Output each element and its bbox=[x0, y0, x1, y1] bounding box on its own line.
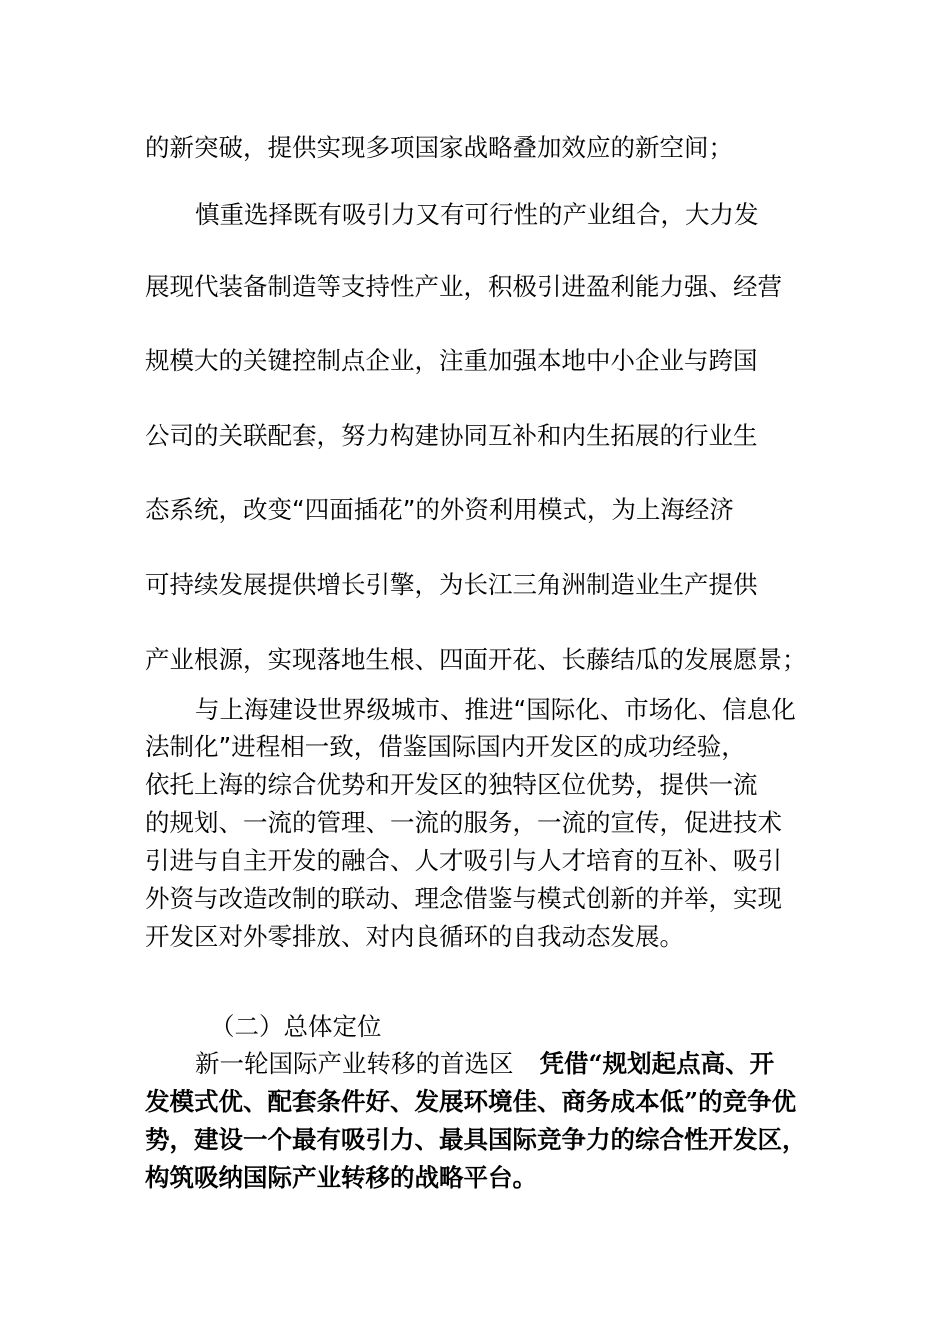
paragraph-line: 与上海建设世界级城市、推进“国际化、市场化、信息化 bbox=[195, 695, 796, 724]
paragraph-line: 规模大的关键控制点企业，注重加强本地中小企业与跨国 bbox=[145, 346, 758, 375]
section-lead-line bbox=[195, 1049, 774, 1079]
paragraph-line: 依托上海的综合优势和开发区的独特区位优势，提供一流 bbox=[145, 770, 758, 799]
paragraph-line: 势，建设一个最有吸引力、最具国际竞争力的综合性开发区， bbox=[145, 1125, 807, 1154]
paragraph-line: 可持续发展提供增长引擎，为长江三角洲制造业生产提供 bbox=[145, 570, 758, 599]
paragraph-line: 公司的关联配套，努力构建协同互补和内生拓展的行业生 bbox=[145, 421, 758, 450]
paragraph-line: 发模式优、配套条件好、发展环境佳、商务成本低”的竞争优 bbox=[145, 1087, 797, 1116]
paragraph-line: 开发区对外零排放、对内良循环的自我动态发展。 bbox=[145, 922, 684, 951]
paragraph-line: 构筑吸纳国际产业转移的战略平台。 bbox=[145, 1163, 537, 1192]
paragraph-line: 慎重选择既有吸引力又有可行性的产业组合，大力发 bbox=[195, 200, 759, 229]
paragraph-line: 展现代装备制造等支持性产业，积极引进盈利能力强、经营 bbox=[145, 272, 782, 301]
paragraph-line: 态系统，改变“四面插花”的外资利用模式，为上海经济 bbox=[145, 495, 734, 524]
paragraph-line: 的新突破，提供实现多项国家战略叠加效应的新空间； bbox=[145, 133, 733, 162]
paragraph-line: 引进与自主开发的融合、人才吸引与人才培育的互补、吸引 bbox=[145, 846, 782, 875]
paragraph-line: 外资与改造改制的联动、理念借鉴与模式创新的并举，实现 bbox=[145, 884, 782, 913]
paragraph-line: 产业根源，实现落地生根、四面开花、长藤结瓜的发展愿景； bbox=[145, 645, 807, 674]
lead-text: 凭借“规划起点高、开 bbox=[539, 1049, 775, 1078]
lead-title: 新一轮国际产业转移的首选区 bbox=[195, 1049, 514, 1078]
section-heading: （二）总体定位 bbox=[210, 1012, 382, 1041]
paragraph-line: 的规划、一流的管理、一流的服务，一流的宣传，促进技术 bbox=[145, 808, 782, 837]
paragraph-line: 法制化”进程相一致，借鉴国际国内开发区的成功经验， bbox=[145, 732, 746, 761]
